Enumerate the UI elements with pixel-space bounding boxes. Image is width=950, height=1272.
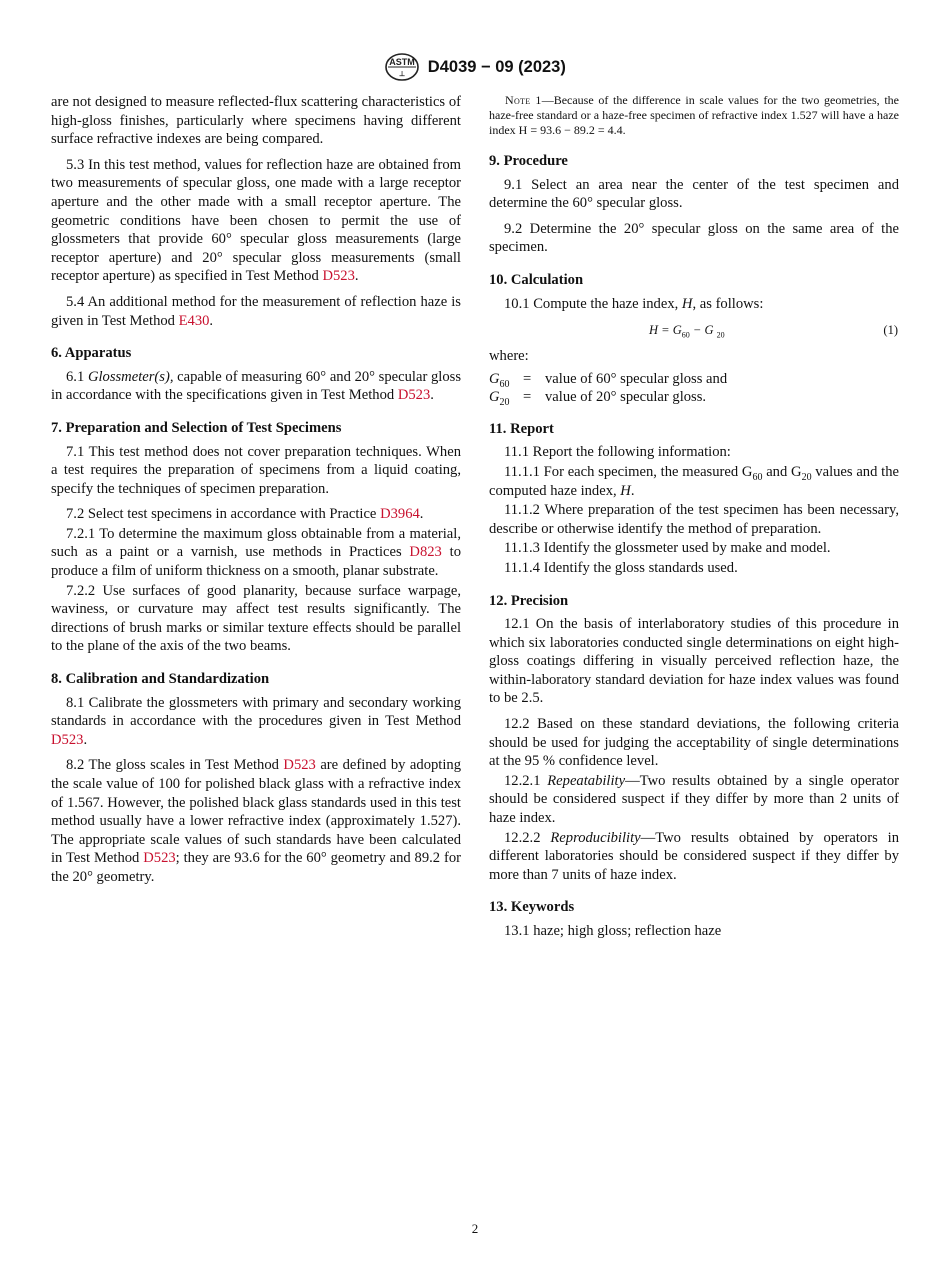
section-heading-6: 6. Apparatus — [51, 345, 132, 362]
paragraph-8-1: 8.1 Calibrate the glossmeters with primary and secondary working standards in accordance with the procedures given in Test Method D523. — [51, 694, 461, 748]
link-d523[interactable]: D523 — [397, 387, 431, 404]
page-number: 2 — [471, 1221, 479, 1236]
paragraph-12-1: 12.1 On the basis of interlaboratory studies of this procedure in which six laboratories conducted single determinations on eight high-gloss coatings differing in visually perceived reflection haze, the within-laboratory standard deviation for haze index values was found to be 2.5. — [489, 616, 899, 707]
paragraph-9-2: 9.2 Determine the 20° specular gloss on the same area of the specimen. — [489, 220, 899, 256]
note-1: Note 1—Because of the difference in scale values for the two geometries, the haze-free standard or a haze-free specimen of refractive index 1.527 will have a haze index H = 93.6 − 89.2 = 4.4. — [489, 93, 899, 137]
page-header — [0, 52, 950, 82]
paragraph-5-3: 5.3 In this test method, values for reflection haze are obtained from two measurements of specular gloss, one made with a large receptor aperture and the other made with a small receptor aperture. The geometric conditions have been chosen to permit the use of glossmeters that provide 60° specular gloss measurements (large receptor aperture) and 20° specular gloss measurements (small receptor aperture) as specified in Test Method D523. — [51, 156, 461, 285]
right-column — [489, 93, 899, 948]
paragraph-11-1-3: 11.1.3 Identify the glossmeter used by make and model. — [504, 540, 831, 557]
definitions — [489, 370, 899, 406]
paragraph-12-2-2: 12.2.2 Reproducibility—Two results obtained by operators in different laboratories should be considered suspect if they differ by more than 7 units of haze index. — [489, 829, 899, 883]
paragraph-11-1-1: 11.1.1 For each specimen, the measured $G_{60}$ and $G_{20}$ values and the computed haze index, H. — [489, 463, 899, 499]
paragraph-11-1-4: 11.1.4 Identify the gloss standards used. — [504, 559, 738, 576]
section-heading-9: 9. Procedure — [489, 153, 568, 169]
paragraph-10-1: 10.1 Compute the haze index, H, as follows: — [504, 295, 764, 312]
paragraph-6-1: 6.1 Glossmeter(s), capable of measuring 60° and 20° specular gloss in accordance with the specifications given in Test Method D523. — [51, 368, 461, 404]
paragraph-7-2: 7.2 Select test specimens in accordance with Practice D3964. — [66, 506, 424, 523]
link-d523[interactable]: D523 — [322, 268, 355, 285]
link-d523[interactable]: D523 — [51, 731, 84, 748]
equation-1: $H = G_{60} - G$ $_{20}$ (1) — [649, 323, 898, 340]
paragraph-5-4: 5.4 An additional method for the measurement of reflection haze is given in Test Method E430. — [51, 293, 461, 329]
link-d523[interactable]: D523 — [143, 850, 176, 867]
paragraph-7-1: 7.1 This test method does not cover preparation techniques. When a test requires the preparation of specimens from a liquid coating, specify the techniques of specimen preparation. — [51, 443, 461, 497]
definition-g60: $G_{60}$ = value of 60° specular gloss and — [489, 370, 728, 390]
paragraph-11-1: 11.1 Report the following information: — [504, 444, 731, 461]
link-d523[interactable]: D523 — [283, 757, 316, 774]
paragraph-13-1: 13.1 haze; high gloss; reflection haze — [504, 923, 722, 939]
link-e430[interactable]: E430 — [178, 312, 210, 329]
where-label: where: — [489, 348, 529, 365]
astm-logo-icon — [384, 52, 420, 82]
paragraph-9-1: 9.1 Select an area near the center of the test specimen and determine the 60° specular gloss. — [489, 176, 899, 212]
section-heading-13: 13. Keywords — [489, 899, 575, 916]
paragraph-7-2-1: 7.2.1 To determine the maximum gloss obtainable from a material, such as a paint or a varnish, use methods in Practices D823 to produce a film of uniform thickness on a smooth, planar substrate. — [51, 525, 461, 580]
paragraph-12-2: 12.2 Based on these standard deviations, the following criteria should be used for judging the acceptability of single determinations at the 95 % confidence level. — [489, 716, 899, 770]
svg-text:⊥: ⊥ — [399, 71, 406, 78]
left-column — [51, 93, 461, 894]
link-d823[interactable]: D823 — [409, 544, 442, 561]
paragraph-7-2-2: 7.2.2 Use surfaces of good planarity, because surface warpage, waviness, or curvature may affect test results significantly. The directions of brush marks or similar texture effects should be parallel to the plane of the axis of the two beams. — [51, 582, 461, 655]
section-heading-10: 10. Calculation — [489, 271, 584, 288]
svg-text:ASTM: ASTM — [389, 57, 415, 67]
definition-g20: $G_{20}$ = value of 20° specular gloss. — [489, 388, 707, 408]
section-heading-12: 12. Precision — [489, 592, 569, 609]
link-d3964[interactable]: D3964 — [380, 506, 420, 523]
section-heading-11: 11. Report — [489, 420, 554, 437]
section-heading-7: 7. Preparation and Selection of Test Specimens — [51, 419, 342, 436]
designation: D4039 − 09 (2023) — [427, 57, 566, 76]
equation-number: (1) — [883, 323, 898, 338]
paragraph-12-2-1: 12.2.1 Repeatability—Two results obtained by a single operator should be considered suspect if they differ by more than 2 units of haze index. — [489, 772, 899, 827]
paragraph-8-2: 8.2 The gloss scales in Test Method D523 are defined by adopting the scale value of 100 for polished black glass with a refractive index of 1.567. However, the polished black glass standards used in this test method usually have a lower refractive index (approximately 1.527). The appropriate scale values of such standards have been calculated in Test Method D523; they are 93.6 for the 60° geometry and 89.2 for the 20° geometry. — [51, 757, 461, 885]
section-heading-8: 8. Calibration and Standardization — [51, 671, 270, 688]
paragraph-continued: are not designed to measure reflected-flux scattering characteristics of high-gloss finishes, particularly where specimens having different surface refractive indexes are being compared. — [51, 94, 461, 148]
paragraph-11-1-2: 11.1.2 Where preparation of the test specimen has been necessary, describe or otherwise identify the method of preparation. — [489, 502, 899, 537]
